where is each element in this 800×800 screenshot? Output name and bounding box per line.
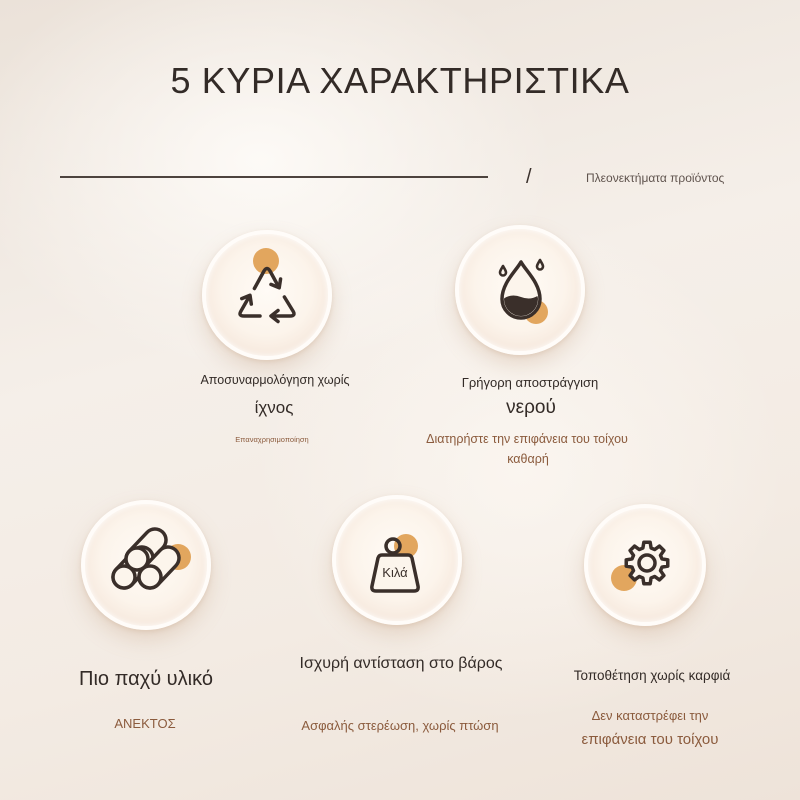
weight-icon bbox=[360, 525, 435, 600]
weight-icon-label: Κιλά bbox=[382, 565, 408, 580]
feature-subtitle-line: Δεν καταστρέφει την bbox=[591, 708, 709, 723]
feature-subtitle-line: ΑΝΕΚΤΟΣ bbox=[114, 716, 176, 731]
feature-title-line: ίχνος bbox=[254, 398, 294, 417]
feature-title-line: Πιο παχύ υλικό bbox=[79, 668, 213, 690]
page-title: 5 ΚΥΡΙΑ ΧΑΡΑΚΤΗΡΙΣΤΙΚΑ bbox=[170, 60, 630, 101]
feature-subtitle-line: Επαναχρησιμοποίηση bbox=[235, 435, 309, 444]
feature-subtitle-line: επιφάνεια του τοίχου bbox=[581, 731, 719, 748]
feature-subtitle-line: Διατηρήστε την επιφάνεια του τοίχου bbox=[426, 432, 628, 446]
feature-title-line: Αποσυναρμολόγηση χωρίς bbox=[200, 373, 350, 387]
section-label: Πλεονεκτήματα προϊόντος bbox=[586, 171, 725, 185]
feature-title-line: Ισχυρή αντίσταση στο βάρος bbox=[299, 655, 503, 672]
feature-title-line: νερού bbox=[506, 397, 556, 418]
recycle-icon bbox=[227, 250, 307, 330]
header-separator: / bbox=[526, 166, 532, 188]
feature-title-line: Τοποθέτηση χωρίς καρφιά bbox=[573, 668, 731, 683]
feature-title-line: Γρήγορη αποστράγγιση bbox=[461, 375, 599, 390]
gear-icon bbox=[605, 525, 685, 605]
logs-icon bbox=[100, 520, 200, 610]
water-drop-icon bbox=[490, 250, 560, 330]
feature-subtitle-line: Ασφαλής στερέωση, χωρίς πτώση bbox=[301, 718, 499, 733]
header-divider-line bbox=[60, 176, 488, 178]
feature-subtitle-line: καθαρή bbox=[507, 452, 549, 466]
